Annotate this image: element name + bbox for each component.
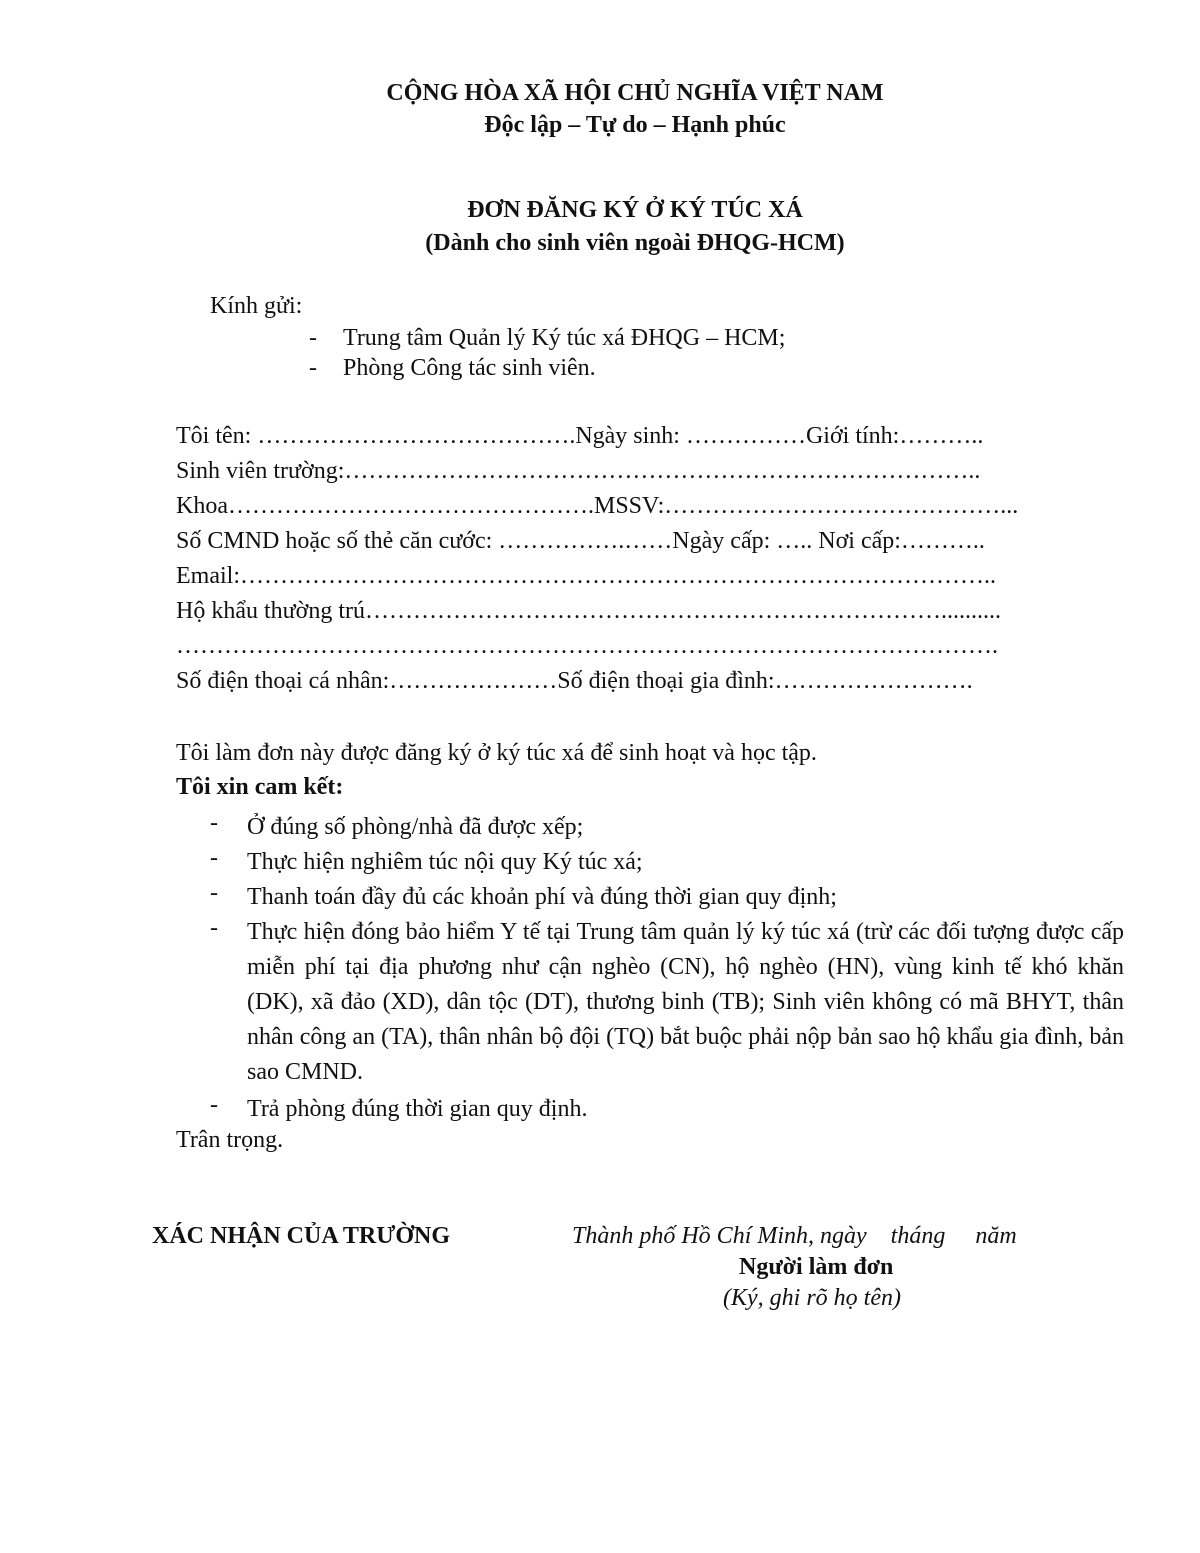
dash-marker: - [309, 355, 317, 381]
recipient-item [309, 355, 596, 382]
place-date: Thành phố Hồ Chí Minh, ngày tháng năm [572, 1223, 1017, 1249]
form-subtitle: (Dành cho sinh viên ngoài ĐHQG-HCM) [425, 230, 845, 256]
signature-note: (Ký, ghi rõ họ tên) [723, 1285, 901, 1311]
field-name-dob-gender: Tôi tên: ………………………………….Ngày sinh: ……………Giới tính:……….. [176, 423, 984, 449]
recipient-label: Trung tâm Quản lý Ký túc xá ĐHQG – HCM; [343, 325, 786, 351]
field-faculty-student-id: Khoa……………………………………….MSSV:……………………………………... [176, 493, 1019, 519]
field-phone-numbers: Số điện thoại cá nhân:…………………Số điện thoại gia đình:……………………. [176, 668, 973, 694]
commitment-item [210, 845, 1124, 880]
dash-marker: - [210, 810, 218, 836]
commitment-heading: Tôi xin cam kết: [176, 774, 344, 800]
greeting: Kính gửi: [210, 293, 303, 319]
commitment-item [210, 915, 1124, 1090]
commitment-text: Thanh toán đầy đủ các khoản phí và đúng thời gian quy định; [247, 884, 837, 910]
commitment-text: Thực hiện nghiêm túc nội quy Ký túc xá; [247, 849, 643, 875]
commitment-text: Ở đúng số phòng/nhà đã được xếp; [247, 814, 584, 840]
nation-title: CỘNG HÒA XÃ HỘI CHỦ NGHĨA VIỆT NAM [386, 80, 884, 106]
commitment-text: Thực hiện đóng bảo hiểm Y tế tại Trung tâm quản lý ký túc xá (trừ các đối tượng được cấp miễn phí tại địa phương như cận nghèo (CN), hộ nghèo (HN), vùng kinh tế khó khăn (DK), xã đảo (XD), dân tộc (DT), thương binh (TB); Sinh viên không có mã BHYT, thân nhân công an (TA), thân nhân bộ đội (TQ) bắt buộc phải nộp bản sao hộ khẩu gia đình, bản sao CMND. [247, 919, 1124, 1085]
closing: Trân trọng. [176, 1127, 284, 1153]
commitment-item [210, 810, 1124, 845]
field-id-card: Số CMND hoặc số thẻ căn cước: …………….……Ngày cấp: ….. Nơi cấp:……….. [176, 528, 985, 554]
field-email: Email:………………………………………………………………………………….. [176, 563, 996, 589]
commitment-text: Trả phòng đúng thời gian quy định. [247, 1096, 588, 1122]
recipient-label: Phòng Công tác sinh viên. [343, 355, 596, 381]
dash-marker: - [309, 325, 317, 351]
commitment-item [210, 880, 1124, 915]
dash-marker: - [210, 915, 218, 941]
purpose-statement: Tôi làm đơn này được đăng ký ở ký túc xá để sinh hoạt và học tập. [176, 740, 817, 766]
recipient-item [309, 325, 785, 352]
field-permanent-address: Hộ khẩu thường trú……………………………………………………………….......... [176, 598, 1002, 624]
commitment-item [210, 1092, 1124, 1127]
field-university: Sinh viên trường:…………………………………………………………………….. [176, 458, 981, 484]
school-confirmation-label: XÁC NHẬN CỦA TRƯỜNG [152, 1223, 451, 1249]
dash-marker: - [210, 845, 218, 871]
form-title: ĐƠN ĐĂNG KÝ Ở KÝ TÚC XÁ [467, 197, 803, 223]
field-address-continued: …………………………………………………………………………………………. [176, 633, 998, 659]
motto: Độc lập – Tự do – Hạnh phúc [484, 112, 786, 138]
dash-marker: - [210, 1092, 218, 1118]
applicant-label: Người làm đơn [739, 1254, 894, 1280]
dash-marker: - [210, 880, 218, 906]
